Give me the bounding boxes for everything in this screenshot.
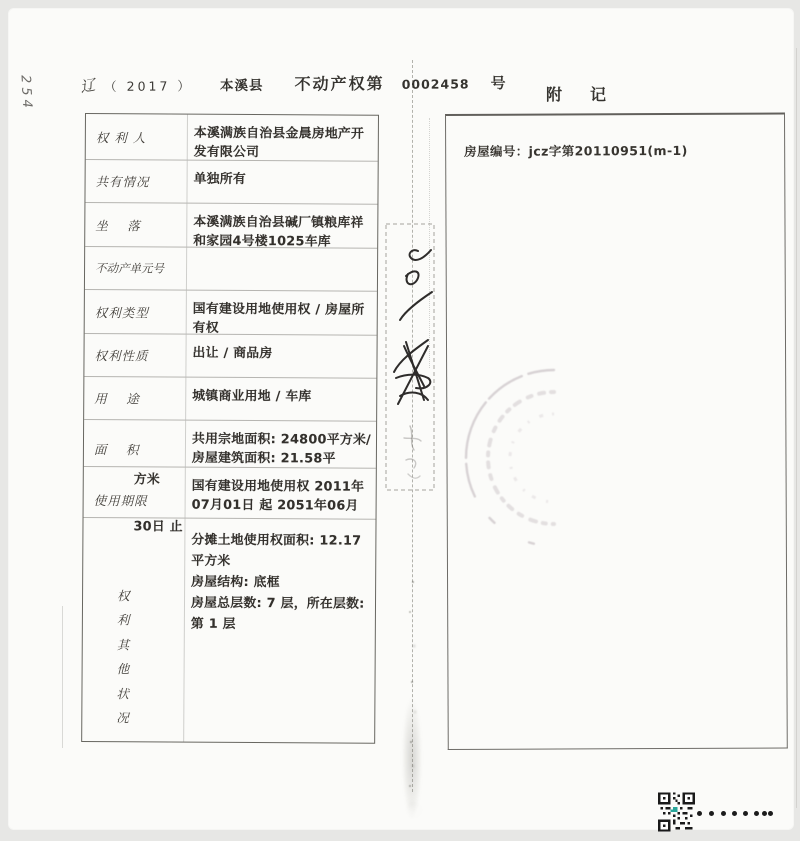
- house-number: 房屋编号：jcz字第20110951(m-1): [464, 142, 688, 159]
- cert-number: 0002458: [401, 76, 470, 92]
- table-row-owner: [86, 114, 378, 161]
- row-label: 使用期限: [84, 467, 186, 518]
- table-row-co-ownership: [85, 159, 377, 204]
- row-label: [82, 518, 185, 742]
- property-table: [81, 113, 379, 744]
- row-value: [184, 519, 375, 743]
- row-label: 坐 落: [85, 203, 187, 247]
- row-label: 权利性质: [84, 334, 186, 377]
- dot: [754, 811, 759, 816]
- dot: [697, 811, 702, 816]
- table-row-usage: [84, 376, 376, 421]
- term-line-2: 30日 止: [133, 519, 183, 535]
- dot: [768, 811, 773, 816]
- qr-code-icon: [658, 792, 695, 832]
- remarks-title: 附 记: [546, 85, 613, 104]
- other-line-3: 房屋总层数: 7 层，所在层数: 第 1 层: [190, 595, 365, 632]
- dot: [762, 811, 767, 816]
- paper-edge-shadow: [62, 606, 63, 748]
- table-row-right-type: [85, 289, 377, 335]
- dot: [732, 811, 737, 816]
- term-line-1: 国有建设用地使用权 2011年07月01日 起 2051年06月: [191, 478, 365, 514]
- margin-handwriting: 254: [17, 74, 35, 113]
- row-label: 不动产单元号: [85, 247, 187, 290]
- table-row-location: [85, 202, 377, 248]
- other-line-2: 房屋结构: 底框: [191, 574, 280, 591]
- row-value: 本溪满族自治县金晨房地产开发有限公司: [193, 125, 365, 161]
- table-row-other-status: [82, 517, 375, 743]
- crease-scan-noise: [411, 553, 413, 555]
- row-value: 单独所有: [193, 171, 247, 187]
- table-row-right-nature: [84, 333, 376, 378]
- cert-title: 不动产权第: [294, 73, 385, 94]
- area-line-1: 共用宗地面积: 24800平方米/房屋建筑面积: 21.58平: [191, 431, 372, 467]
- paper-sheet: [8, 8, 794, 830]
- table-row-term: [84, 466, 376, 535]
- area-line-2: 方米: [133, 472, 161, 488]
- cert-province-prefix: 辽: [78, 75, 97, 97]
- row-label-vertical: 权利其他状况: [116, 588, 130, 726]
- paper-edge-shadow-right: [796, 48, 797, 808]
- row-value: 本溪满族自治县碱厂镇粮库祥和家园4号楼1025车库: [193, 214, 364, 250]
- row-value: 国有建设用地使用权 / 房屋所有权: [192, 301, 365, 336]
- row-label: 面 积: [84, 420, 186, 467]
- table-row-unit-number: [85, 246, 377, 291]
- other-line-1: 分摊土地使用权面积: 12.17平方米: [191, 532, 362, 569]
- row-label: 共有情况: [85, 160, 187, 203]
- cert-number-suffix: 号: [490, 74, 506, 93]
- cert-region: 本溪县: [219, 77, 264, 95]
- cert-year: （ 2017 ）: [104, 78, 193, 94]
- dot: [721, 811, 726, 816]
- row-value: 城镇商业用地 / 车库: [192, 388, 312, 405]
- dot: [709, 811, 714, 816]
- table-row-area: [84, 419, 376, 488]
- row-value: 出让 / 商品房: [192, 345, 273, 362]
- crease-smudge: [402, 698, 422, 818]
- row-label: 权 利 人: [86, 114, 188, 160]
- row-label: 权利类型: [85, 290, 187, 334]
- row-label: 用 途: [84, 377, 186, 420]
- dot: [743, 811, 748, 816]
- certificate-header: [78, 71, 506, 99]
- handwritten-signature: [348, 208, 478, 518]
